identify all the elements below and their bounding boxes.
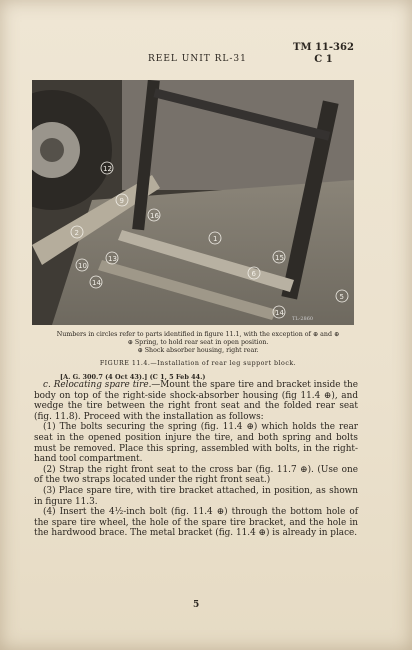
step-3: (3) Place spare tire, with tire bracket attached, in position, as shown in figure 11.3. xyxy=(34,485,358,507)
callout-label: 12 xyxy=(103,165,112,173)
figure-caption-notes xyxy=(40,331,356,355)
step-1: (1) The bolts securing the spring (fig. 11.4 ⊕) which holds the rear seat in the opened position injure the tire, and both spring and bolts must be removed. Place this spring, assembled with bolts, in the right-hand tool compartment. xyxy=(34,422,358,465)
step-4: (4) Insert the 4½-inch bolt (fig. 11.4 ⊕) through the bottom hole of the spare tire wheel, the hole of the spare tire bracket, and the hole in the hardwood brace. The metal bracket (fig. 11.4 ⊕) is already in place. xyxy=(34,507,358,539)
figure-title: FIGURE 11.4.—Installation of rear leg support block. xyxy=(99,360,297,367)
step-2: (2) Strap the right front seat to the cross bar (fig. 11.7 ⊕). (Use one of the two straps located under the right front seat.) xyxy=(34,464,358,486)
callout-label: 1 xyxy=(213,235,218,243)
figure-photo xyxy=(32,80,354,325)
callout-label: 13 xyxy=(108,255,117,263)
authority-reference: [A. G. 300.7 (4 Oct 43).] (C 1, 5 Feb 44.) xyxy=(60,373,206,381)
para-c-text: —Mount the spare tire and bracket inside the body on top of the right-side shock-absorber housing (fig 11.4 ⊕), and wedge the tire between the right front seat and the folded rear seat (fig. 11.8). Proceed with the installation as follows: xyxy=(34,380,358,422)
header-tm xyxy=(293,42,354,66)
callout-label: 14 xyxy=(92,279,101,287)
caption-line-2: ⊕ Spring, to hold rear seat in open position. xyxy=(127,339,269,346)
callout-label: 16 xyxy=(150,212,159,220)
photo-code: TL-2860 xyxy=(292,316,314,322)
callout-label: 5 xyxy=(339,293,344,301)
callout-label: 10 xyxy=(78,262,87,270)
page-number: 5 xyxy=(193,600,200,610)
callout-label: 9 xyxy=(119,197,124,205)
para-c-heading: c. Relocating spare tire. xyxy=(43,380,152,390)
callout-label: 6 xyxy=(251,270,256,278)
callout-label: 15 xyxy=(275,254,284,262)
callout-label: 2 xyxy=(74,229,79,237)
change-number: C 1 xyxy=(314,54,333,65)
photo-illustration xyxy=(32,80,354,325)
body-text xyxy=(34,380,358,539)
caption-line-3: ⊕ Shock absorber housing, right rear. xyxy=(137,347,259,354)
header-title: REEL UNIT RL-31 xyxy=(148,54,247,64)
callout-label: 14 xyxy=(275,309,284,317)
tm-number: TM 11-362 xyxy=(293,42,354,53)
caption-line-1: Numbers in circles refer to parts identified in figure 11.1, with the exception of ⊕ and ⊕ xyxy=(56,331,340,338)
paragraph-c xyxy=(34,380,358,422)
